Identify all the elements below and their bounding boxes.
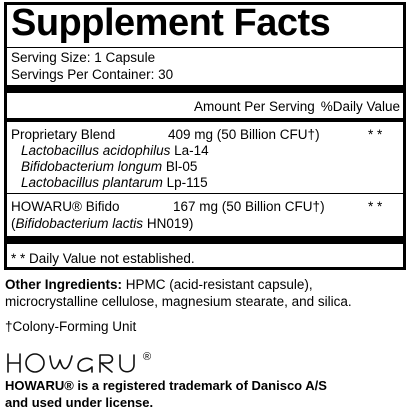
strain-line [21,159,197,175]
strain-code: Bl-05 [165,159,198,174]
serving-size: Serving Size: 1 Capsule [11,50,156,65]
strain-species: Lactobacillus plantarum [21,175,163,190]
ingredient-name: Proprietary Blend [11,127,116,142]
other-ingredients-label: Other Ingredients: [5,277,123,292]
servings-per-container: Servings Per Container: 30 [11,67,174,82]
other-ingredients-line [5,276,313,293]
panel-title: Supplement Facts [11,2,331,44]
other-ingredients-text: HPMC (acid-resistant capsule), [125,277,313,292]
strain-line [21,143,209,159]
header-amount-per-serving: Amount Per Serving [194,99,315,114]
header-daily-value: %Daily Value [320,99,400,114]
trademark-notice [5,377,327,411]
strain-code: Lp-115 [166,175,208,190]
strain-line [11,216,193,232]
ingredient-dv: * * [368,199,383,214]
strain-species: Lactobacillus acidophilus [21,143,171,158]
strain-code: La-14 [174,143,209,158]
trademark-line-1: HOWARU® is a registered trademark of Danisco A/S [5,378,327,393]
other-ingredients-text-2: microcrystalline cellulose, magnesium stearate, and silica. [5,294,352,309]
logo-registered-mark: ® [143,351,152,363]
strain-code: HN019) [146,216,194,231]
medium-divider [7,118,403,122]
paren: ( [11,216,16,231]
ingredient-dv: * * [368,127,383,142]
thick-divider [7,236,403,244]
divider [7,47,403,48]
footnote: * * Daily Value not established. [11,251,195,266]
trademark-line-2: and used under license. [5,395,154,410]
thick-divider [7,85,403,93]
divider [7,193,403,194]
howaru-logo-wordmark [6,352,142,374]
ingredient-amount: 409 mg (50 Billion CFU†) [168,127,320,142]
strain-line [21,175,208,191]
strain-species: Bifidobacterium lactis [15,216,144,231]
cfu-note: †Colony-Forming Unit [5,319,137,334]
ingredient-name: HOWARU® Bifido [11,199,120,214]
ingredient-amount: 167 mg (50 Billion CFU†) [173,199,325,214]
howaru-logo [6,352,151,376]
supplement-facts-panel [4,2,406,270]
strain-species: Bifidobacterium longum [21,159,163,174]
